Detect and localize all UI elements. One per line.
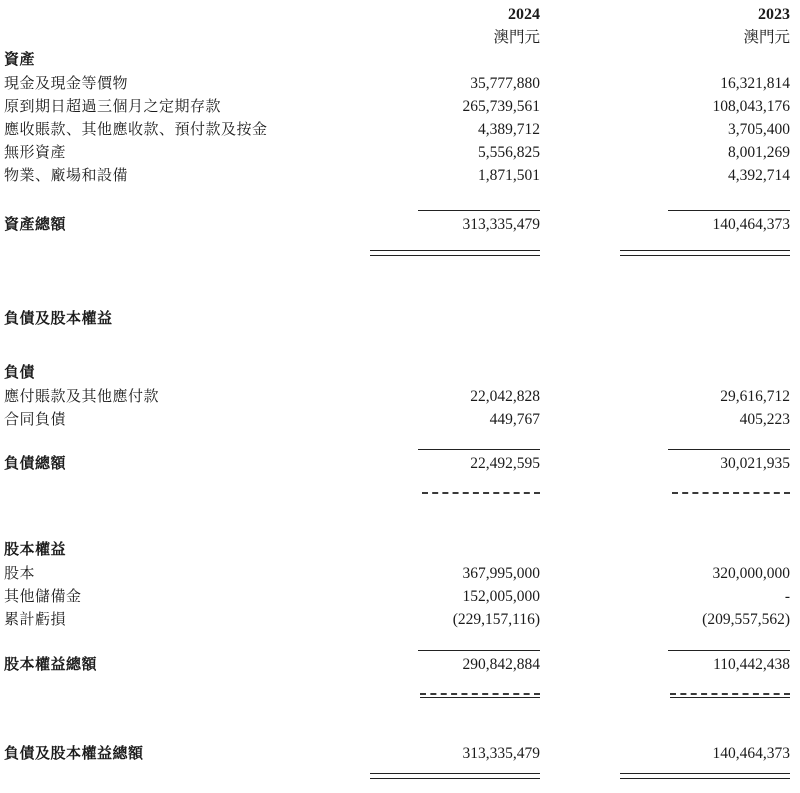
row-contract-liabilities: 合同負債 449,767 405,223 — [4, 411, 790, 428]
row-time-deposits: 原到期日超過三個月之定期存款 265,739,561 108,043,176 — [4, 98, 790, 115]
row-receivables: 應收賬款、其他應收款、預付款及按金 4,389,712 3,705,400 — [4, 121, 790, 138]
liabilities-section-label: 負債 — [4, 365, 36, 381]
row-total-equity: 股本權益總額 290,842,884 110,442,438 — [4, 656, 790, 673]
row-cash-and-equivalents: 現金及現金等價物 35,777,880 16,321,814 — [4, 75, 790, 92]
year-2024-header: 2024 — [508, 6, 540, 23]
currency-2023-label: 澳門元 — [743, 29, 790, 46]
row-payables: 應付賬款及其他應付款 22,042,828 29,616,712 — [4, 388, 790, 405]
year-2023-header: 2023 — [758, 6, 790, 23]
row-property-plant-equipment: 物業、廠場和設備 1,871,501 4,392,714 — [4, 167, 790, 184]
section-liabilities-and-equity — [4, 308, 790, 331]
equity-section-label: 股本權益 — [4, 542, 67, 558]
row-other-reserves: 其他儲備金 152,005,000 - — [4, 588, 790, 605]
row-intangible-assets: 無形資產 5,556,825 8,001,269 — [4, 144, 790, 161]
grand-total-bottom-rule — [4, 773, 790, 779]
section-equity — [4, 539, 790, 562]
liabilities-equity-section-label: 負債及股本權益 — [4, 311, 113, 327]
assets-section-label: 資產 — [4, 52, 36, 68]
column-headers-year — [4, 3, 790, 26]
currency-2024-label: 澳門元 — [493, 29, 540, 46]
total-equity-bottom-rule — [4, 690, 790, 700]
row-accumulated-losses: 累計虧損 (229,157,116) (209,557,562) — [4, 611, 790, 628]
row-total-liabilities: 負債總額 22,492,595 30,021,935 — [4, 455, 790, 472]
row-total-assets: 資產總額 313,335,479 140,464,373 — [4, 216, 790, 233]
column-headers-currency — [4, 26, 790, 49]
section-liabilities — [4, 362, 790, 385]
section-assets — [4, 49, 790, 72]
row-total-liabilities-and-equity: 負債及股本權益總額 313,335,479 140,464,373 — [4, 745, 790, 762]
row-share-capital: 股本 367,995,000 320,000,000 — [4, 565, 790, 582]
